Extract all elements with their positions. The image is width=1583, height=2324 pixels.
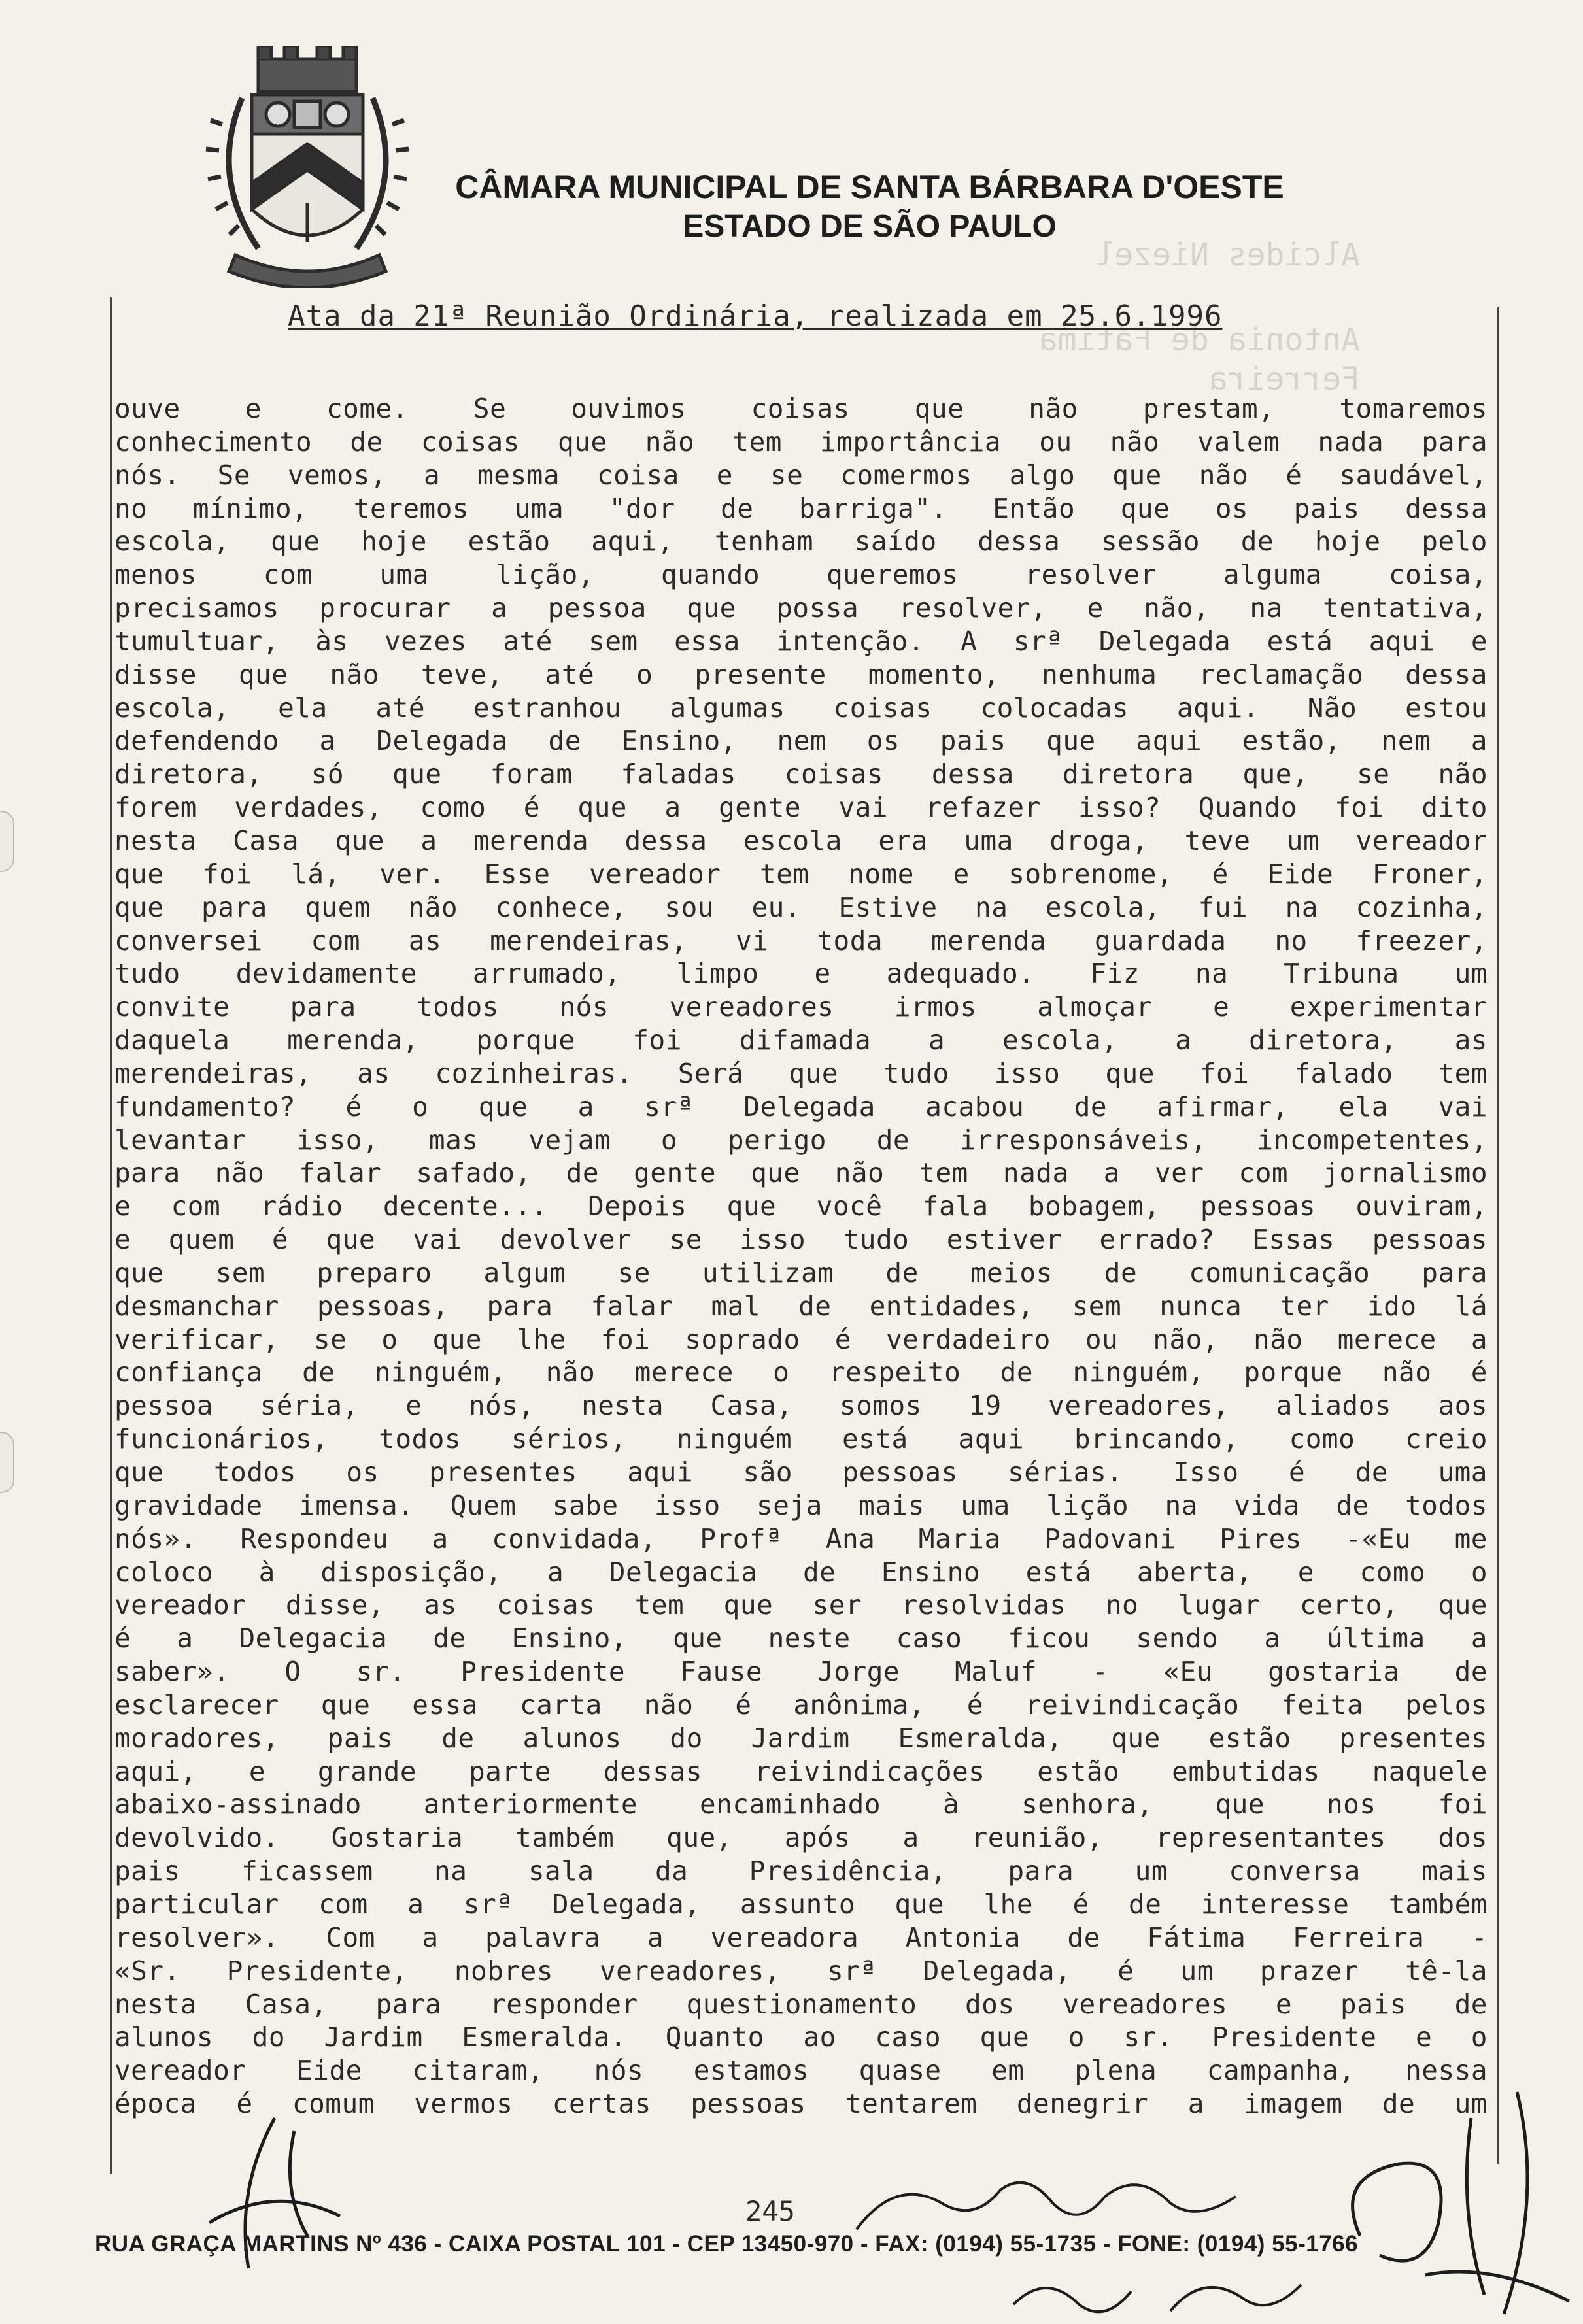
text-line: resolver». Com a palavra a vereadora Antonia de Fátima Ferreira - xyxy=(114,1921,1488,1953)
state-name: ESTADO DE SÃO PAULO xyxy=(683,209,1057,244)
document-title: Ata da 21ª Reunião Ordinária, realizada em 25.6.1996 xyxy=(288,299,1223,333)
text-line: moradores, pais de alunos do Jardim Esmeralda, que estão presentes xyxy=(114,1722,1488,1754)
text-line: escola, ela até estranhou algumas coisas colocadas aqui. Não estou xyxy=(114,692,1488,724)
text-line: que sem preparo algum se utilizam de meios de comunicação para xyxy=(114,1256,1488,1288)
text-line: conhecimento de coisas que não tem importância ou não valem nada para xyxy=(114,426,1488,458)
text-line: e com rádio decente... Depois que você fala bobagem, pessoas ouviram, xyxy=(114,1190,1488,1222)
right-margin-rule xyxy=(1497,307,1499,2164)
letterhead xyxy=(418,167,1321,246)
text-line: desmanchar pessoas, para falar mal de entidades, sem nunca ter ido lá xyxy=(114,1290,1488,1322)
text-line: conversei com as merendeiras, vi toda merenda guardada no freezer, xyxy=(114,924,1488,956)
text-line: abaixo-assinado anteriormente encaminhado à senhora, que nos foi xyxy=(114,1789,1488,1821)
text-line: aqui, e grande parte dessas reivindicações estão embutidas naquele xyxy=(114,1755,1488,1787)
left-margin-rule xyxy=(110,297,112,2174)
text-line: nós. Se vemos, a mesma coisa e se comermos algo que não é saudável, xyxy=(114,459,1488,491)
text-line: que para quem não conhece, sou eu. Estive na escola, fui na cozinha, xyxy=(114,891,1488,923)
text-line: pessoa séria, e nós, nesta Casa, somos 19 vereadores, aliados aos xyxy=(114,1390,1488,1422)
page-number: 245 xyxy=(745,2195,795,2227)
text-line: verificar, se o que lhe foi soprado é verdadeiro ou não, não merece a xyxy=(114,1323,1488,1355)
institution-name: CÂMARA MUNICIPAL DE SANTA BÁRBARA D'OESTE xyxy=(455,169,1284,205)
text-line: saber». O sr. Presidente Fause Jorge Maluf - «Eu gostaria de xyxy=(114,1656,1488,1688)
punch-hole xyxy=(0,811,14,872)
text-line: alunos do Jardim Esmeralda. Quanto ao caso que o sr. Presidente e o xyxy=(114,2021,1488,2053)
text-line: pais ficassem na sala da Presidência, para um conversa mais xyxy=(114,1855,1488,1887)
text-line: funcionários, todos sérios, ninguém está aqui brincando, como creio xyxy=(114,1423,1488,1455)
footer-address: RUA GRAÇA MARTINS Nº 436 - CAIXA POSTAL 101 - CEP 13450-970 - FAX: (0194) 55-1735 - FONE: (0194) 55-1766 xyxy=(95,2231,1359,2257)
text-line: gravidade imensa. Quem sabe isso seja mais uma lição na vida de todos xyxy=(114,1489,1488,1521)
text-line: tumultuar, às vezes até sem essa intenção. A srª Delegada está aqui e xyxy=(114,625,1488,657)
text-line: levantar isso, mas vejam o perigo de irresponsáveis, incompetentes, xyxy=(114,1124,1488,1156)
text-line: esclarecer que essa carta não é anônima, é reivindicação feita pelos xyxy=(114,1689,1488,1721)
signature-right-icon xyxy=(1321,2079,1582,2324)
document-body xyxy=(114,392,1488,2121)
text-line: menos com uma lição, quando queremos resolver alguma coisa, xyxy=(114,559,1488,591)
text-line: tudo devidamente arrumado, limpo e adequado. Fiz na Tribuna um xyxy=(114,958,1488,990)
text-line: nesta Casa que a merenda dessa escola era uma droga, teve um vereador xyxy=(114,824,1488,856)
text-line: forem verdades, como é que a gente vai refazer isso? Quando foi dito xyxy=(114,792,1488,824)
text-line: diretora, só que foram faladas coisas dessa diretora que, se não xyxy=(114,758,1488,790)
show-through-line: Antonia de Fátima Ferreira xyxy=(1038,322,1360,397)
text-line: escola, que hoje estão aqui, tenham saído dessa sessão de hoje pelo xyxy=(114,526,1488,558)
text-line: fundamento? é o que a srª Delegada acabou de afirmar, ela vai xyxy=(114,1090,1488,1122)
text-line: confiança de ninguém, não merece o respeito de ninguém, porque não é xyxy=(114,1356,1488,1389)
text-line: ouve e come. Se ouvimos coisas que não prestam, tomaremos xyxy=(114,393,1488,424)
show-through-line: Alcides Niezel xyxy=(1095,237,1360,273)
text-line: devolvido. Gostaria também que, após a reunião, representantes dos xyxy=(114,1822,1488,1854)
coat-of-arms-icon xyxy=(196,46,418,288)
text-line: defendendo a Delegada de Ensino, nem os pais que aqui estão, nem a xyxy=(114,725,1488,757)
text-line: precisamos procurar a pessoa que possa resolver, e não, na tentativa, xyxy=(114,592,1488,624)
text-line: que foi lá, ver. Esse vereador tem nome e sobrenome, é Eide Froner, xyxy=(114,858,1488,890)
signature-bottom-icon xyxy=(1007,2265,1308,2324)
text-line: época é comum vermos certas pessoas tentarem denegrir a imagem de um xyxy=(114,2088,1488,2120)
text-line: merendeiras, as cozinheiras. Será que tudo isso que foi falado tem xyxy=(114,1057,1488,1089)
text-line: «Sr. Presidente, nobres vereadores, srª Delegada, é um prazer tê-la xyxy=(114,1955,1488,1987)
text-line: disse que não teve, até o presente momento, nenhuma reclamação dessa xyxy=(114,658,1488,690)
text-line: convite para todos nós vereadores irmos almoçar e experimentar xyxy=(114,991,1488,1023)
text-line: particular com a srª Delegada, assunto que lhe é de interesse também xyxy=(114,1888,1488,1920)
text-line: daquela merenda, porque foi difamada a escola, a diretora, as xyxy=(114,1024,1488,1056)
signature-center-icon xyxy=(843,2157,1275,2242)
text-line: é a Delegacia de Ensino, que neste caso ficou sendo a última a xyxy=(114,1623,1488,1655)
text-line: e quem é que vai devolver se isso tudo estiver errado? Essas pessoas xyxy=(114,1224,1488,1256)
text-line: nós». Respondeu a convidada, Profª Ana Maria Padovani Pires -«Eu me xyxy=(114,1523,1488,1555)
text-line: nesta Casa, para responder questionamento dos vereadores e pais de xyxy=(114,1988,1488,2020)
text-line: no mínimo, teremos uma "dor de barriga". Então que os pais dessa xyxy=(114,492,1488,524)
text-line: que todos os presentes aqui são pessoas sérias. Isso é de uma xyxy=(114,1457,1488,1488)
text-line: vereador disse, as coisas tem que ser resolvidas no lugar certo, que xyxy=(114,1589,1488,1621)
text-line: coloco à disposição, a Delegacia de Ensino está aberta, e como o xyxy=(114,1556,1488,1588)
punch-hole xyxy=(0,1432,14,1493)
text-line: vereador Eide citaram, nós estamos quase em plena campanha, nessa xyxy=(114,2055,1488,2087)
text-line: para não falar safado, de gente que não tem nada a ver com jornalismo xyxy=(114,1157,1488,1189)
